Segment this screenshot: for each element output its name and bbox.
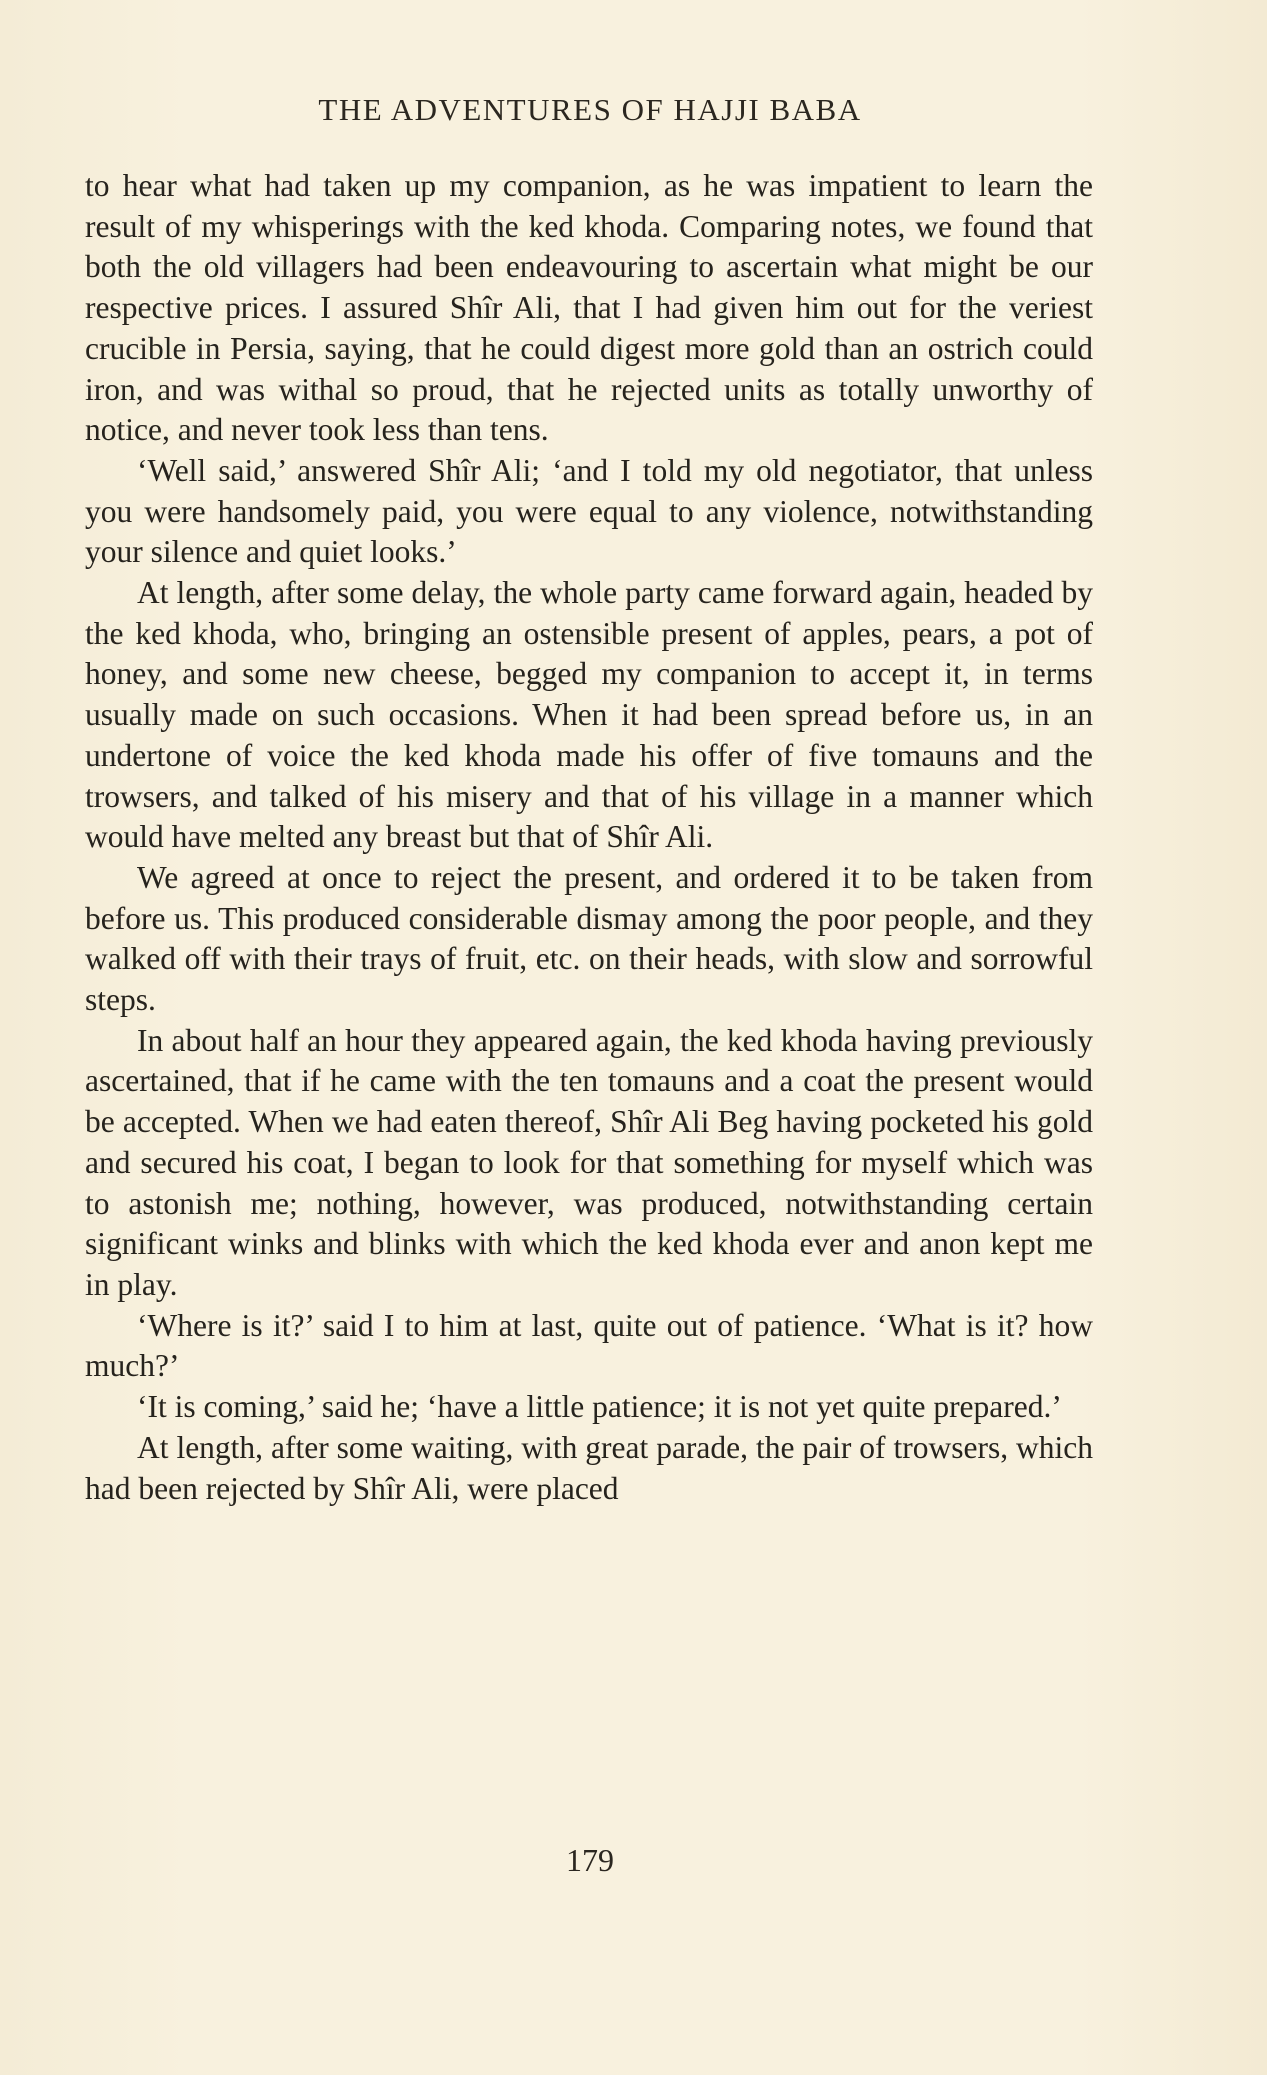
paragraph-8: At length, after some waiting, with great parade, the pair of trowsers, which had been rejected by Shîr Ali, were placed	[85, 1429, 1093, 1506]
paragraph-4: We agreed at once to reject the present, and ordered it to be taken from before us. This produced considerable dismay among the poor people, and they walked off with their trays of fruit, etc. on their heads, with slow and sorrowful steps.	[85, 859, 1093, 1018]
paragraph-1: to hear what had taken up my companion, as he was impatient to learn the result of my whisperings with the ked khoda. Comparing notes, we found that both the old villagers had been endeavouring to ascertain what might be our respective prices. I assured Shîr Ali, that I had given him out for the veriest crucible in Persia, saying, that he could digest more gold than an ostrich could iron, and was withal so proud, that he rejected units as totally unworthy of notice, and never took less than tens.	[85, 168, 1093, 448]
paragraph-5: In about half an hour they appeared again, the ked khoda having previously ascertained, that if he came with the ten tomauns and a coat the present would be accepted. When we had eaten thereof, Shîr Ali Beg having pocketed his gold and secured his coat, I began to look for that something for myself which was to astonish me; nothing, however, was produced, notwithstanding certain significant winks and blinks with which the ked khoda ever and anon kept me in play.	[85, 1022, 1093, 1302]
body-text	[85, 166, 1093, 1509]
paragraph-2: ‘Well said,’ answered Shîr Ali; ‘and I told my old negotiator, that unless you were handsomely paid, you were equal to any violence, notwithstanding your silence and quiet looks.’	[85, 452, 1093, 570]
paragraph-7: ‘It is coming,’ said he; ‘have a little patience; it is not yet quite prepared.’	[137, 1389, 1062, 1425]
page-number: 179	[566, 1842, 614, 1878]
paragraph-3: At length, after some delay, the whole party came forward again, headed by the ked khoda, who, bringing an ostensible present of apples, pears, a pot of honey, and some new cheese, begged my companion to accept it, in terms usually made on such occasions. When it had been spread before us, in an undertone of voice the ked khoda made his offer of five tomauns and the trowsers, and talked of his misery and that of his village in a manner which would have melted any breast but that of Shîr Ali.	[85, 575, 1093, 855]
paragraph-6: ‘Where is it?’ said I to him at last, quite out of patience. ‘What is it? how much?’	[85, 1307, 1093, 1384]
running-head: THE ADVENTURES OF HAJJI BABA	[318, 92, 862, 127]
